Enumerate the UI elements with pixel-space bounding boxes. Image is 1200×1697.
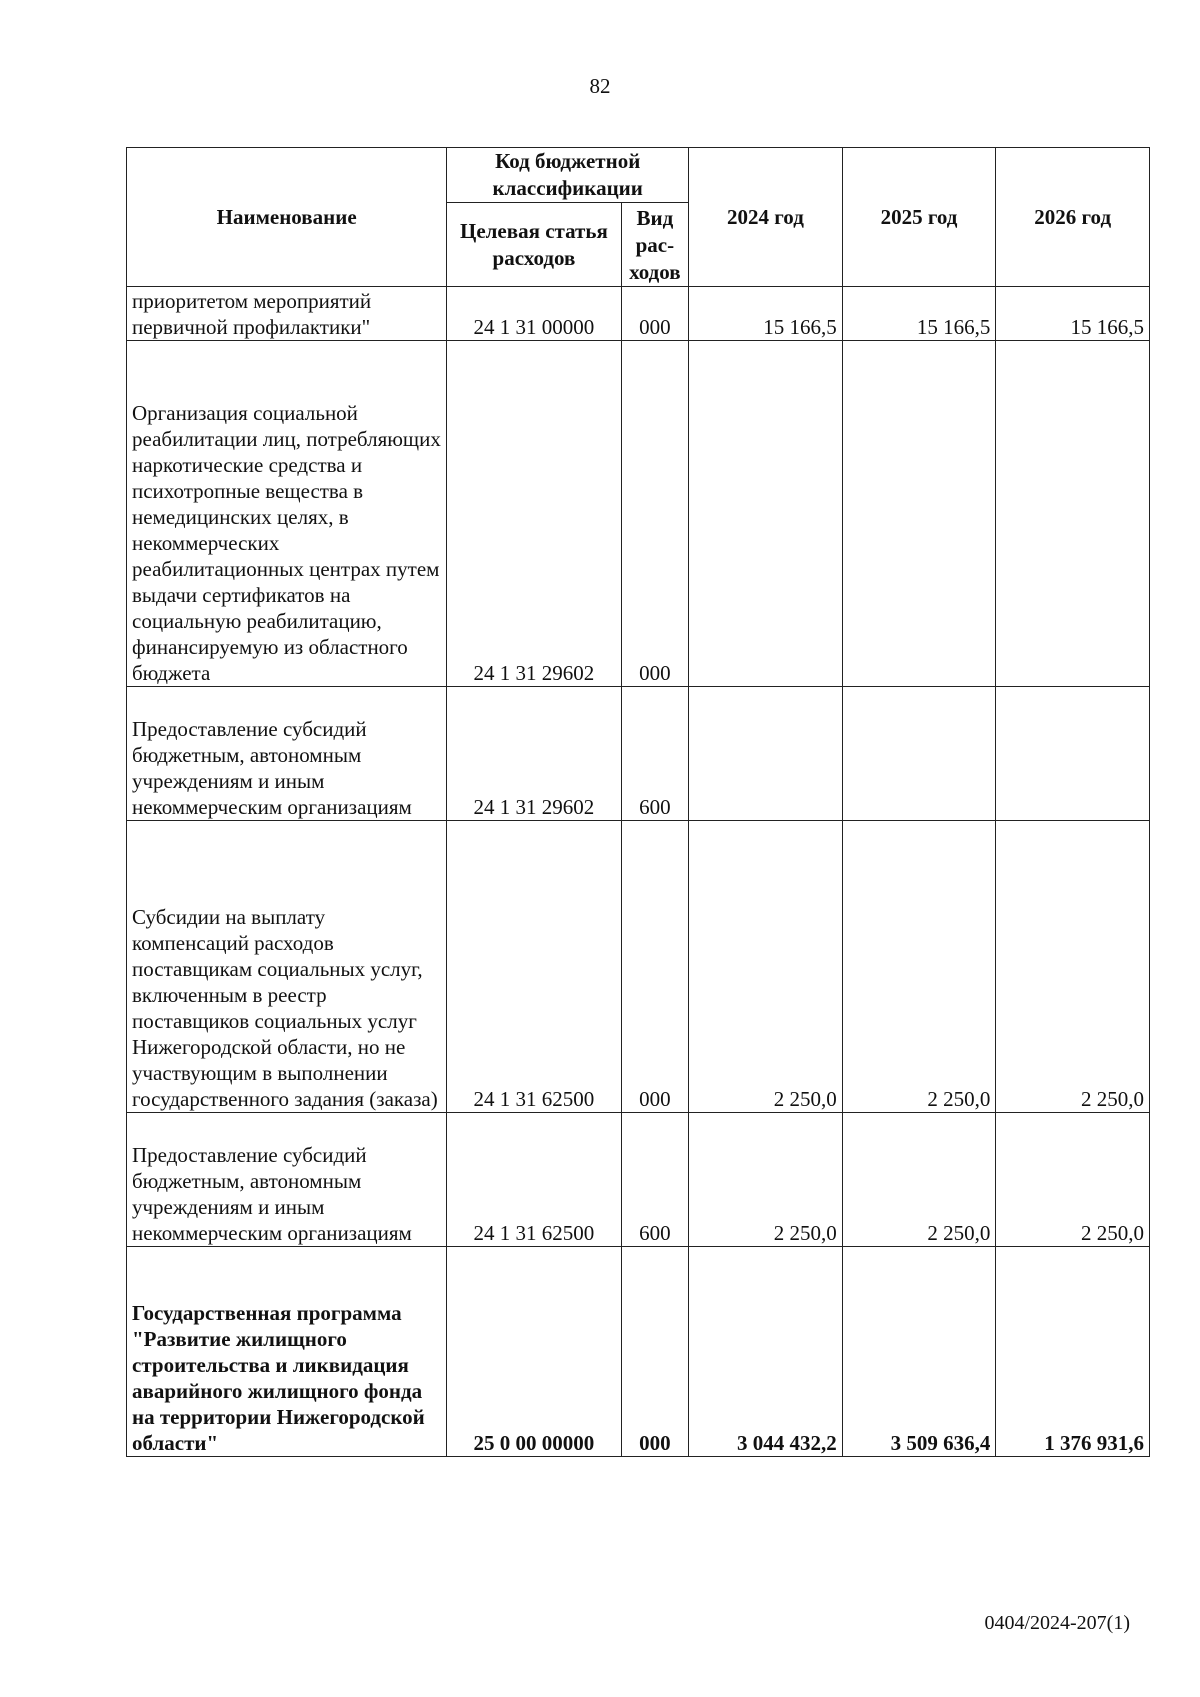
row-value-2025: 2 250,0 xyxy=(842,1113,996,1247)
row-value-2024: 3 044 432,2 xyxy=(689,1247,843,1457)
row-expense-type: 000 xyxy=(621,821,689,1113)
row-value-2026: 1 376 931,6 xyxy=(996,1247,1150,1457)
page-number: 82 xyxy=(589,74,611,98)
budget-table xyxy=(126,147,1150,1457)
row-name: Государственная программа "Развитие жилищного строительства и ликвидация аварийного жилищного фонда на территории Нижегородской области" xyxy=(127,1247,447,1457)
row-target-article: 24 1 31 62500 xyxy=(447,1113,621,1247)
header-2026: 2026 год xyxy=(996,148,1150,287)
table-row xyxy=(127,1247,1150,1457)
header-expense-type: Вид рас-ходов xyxy=(621,203,689,287)
header-name: Наименование xyxy=(127,148,447,287)
table-row xyxy=(127,287,1150,341)
table-row xyxy=(127,341,1150,687)
header-2024: 2024 год xyxy=(689,148,843,287)
table-row xyxy=(127,687,1150,821)
row-value-2024: 2 250,0 xyxy=(689,821,843,1113)
document-code: 0404/2024-207(1) xyxy=(984,1612,1130,1634)
row-name: Предоставление субсидий бюджетным, автономным учреждениям и иным некоммерческим организациям xyxy=(127,687,447,821)
row-value-2024 xyxy=(689,687,843,821)
row-value-2026 xyxy=(996,341,1150,687)
row-name: Субсидии на выплату компенсаций расходов поставщикам социальных услуг, включенным в реестр поставщиков социальных услуг Нижегородской области, но не участвующим в выполнении государственного задания (заказа) xyxy=(127,821,447,1113)
header-2025: 2025 год xyxy=(842,148,996,287)
row-value-2026: 2 250,0 xyxy=(996,1113,1150,1247)
row-value-2025: 2 250,0 xyxy=(842,821,996,1113)
row-target-article: 24 1 31 00000 xyxy=(447,287,621,341)
row-name: приоритетом мероприятий первичной профилактики" xyxy=(127,287,447,341)
row-value-2025: 15 166,5 xyxy=(842,287,996,341)
table-body xyxy=(127,287,1150,1457)
header-target-article: Целевая статья расходов xyxy=(447,203,621,287)
row-name: Предоставление субсидий бюджетным, автономным учреждениям и иным некоммерческим организациям xyxy=(127,1113,447,1247)
row-value-2025 xyxy=(842,687,996,821)
header-code-group: Код бюджетной классификации xyxy=(447,148,689,203)
row-value-2024: 15 166,5 xyxy=(689,287,843,341)
row-expense-type: 000 xyxy=(621,341,689,687)
row-value-2026: 2 250,0 xyxy=(996,821,1150,1113)
row-target-article: 24 1 31 29602 xyxy=(447,341,621,687)
row-target-article: 24 1 31 29602 xyxy=(447,687,621,821)
row-target-article: 25 0 00 00000 xyxy=(447,1247,621,1457)
row-name: Организация социальной реабилитации лиц, потребляющих наркотические средства и психотропные вещества в немедицинских целях, в некоммерческих реабилитационных центрах путем выдачи сертификатов на социальную реабилитацию, финансируемую из областного бюджета xyxy=(127,341,447,687)
row-value-2026 xyxy=(996,687,1150,821)
table-header xyxy=(127,148,1150,287)
row-target-article: 24 1 31 62500 xyxy=(447,821,621,1113)
row-expense-type: 000 xyxy=(621,287,689,341)
row-value-2024 xyxy=(689,341,843,687)
row-value-2025 xyxy=(842,341,996,687)
row-expense-type: 600 xyxy=(621,687,689,821)
row-value-2025: 3 509 636,4 xyxy=(842,1247,996,1457)
row-value-2024: 2 250,0 xyxy=(689,1113,843,1247)
row-value-2026: 15 166,5 xyxy=(996,287,1150,341)
row-expense-type: 000 xyxy=(621,1247,689,1457)
table-row xyxy=(127,821,1150,1113)
row-expense-type: 600 xyxy=(621,1113,689,1247)
table-row xyxy=(127,1113,1150,1247)
